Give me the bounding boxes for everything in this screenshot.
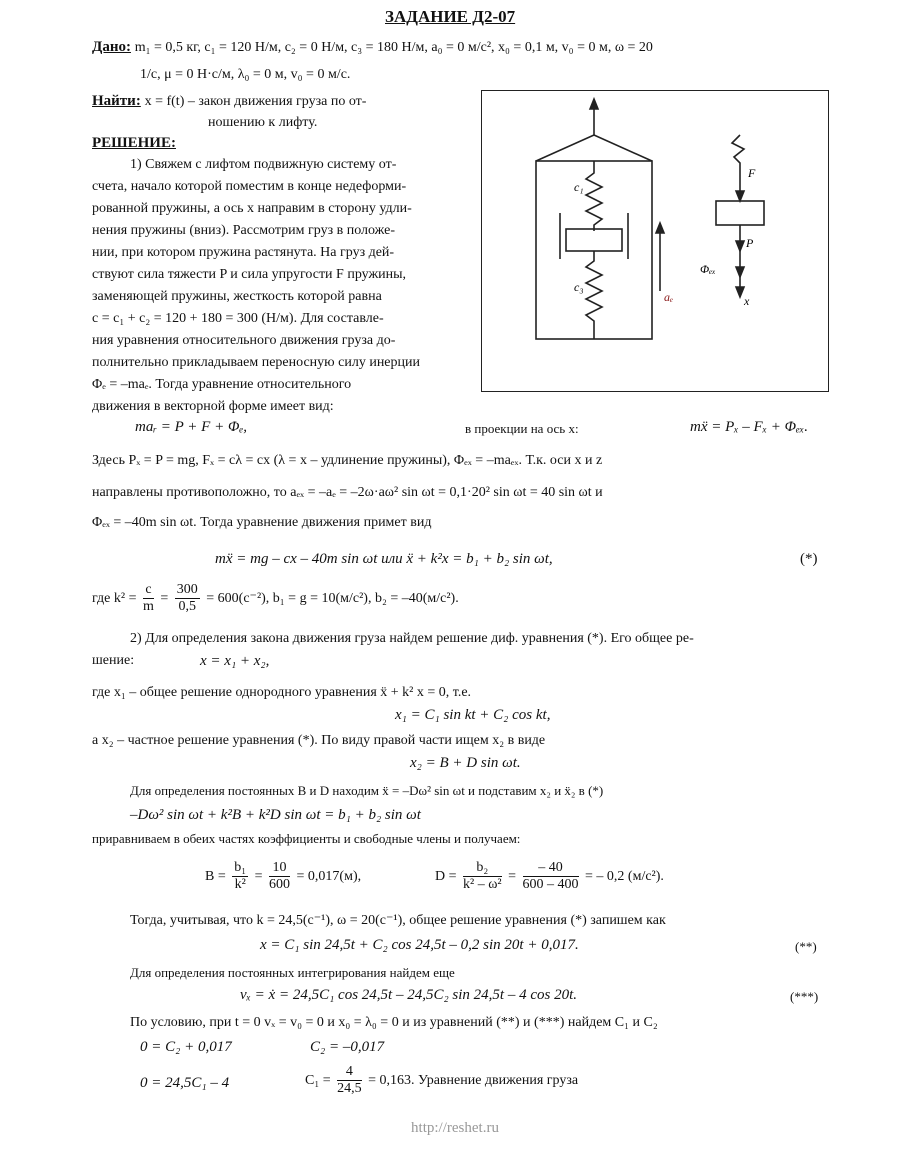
c1-lhs: C₁ =: [305, 1073, 331, 1088]
where-line: [92, 582, 459, 616]
fbd-spring: [732, 135, 744, 199]
D-frac-2: [523, 860, 579, 893]
given-values-2: 1/с, μ = 0 Н·с/м, λ₀ = 0 м, v₀ = 0 м/с.: [140, 67, 351, 82]
label-P: P: [746, 236, 754, 250]
solution-p4: где x₁ – общее решение однородного уравнения ẍ + k² x = 0, т.е.: [92, 685, 472, 700]
B-frac-1: [232, 860, 248, 893]
D-equation: [435, 860, 664, 894]
find-text-1: x = f(t) – закон движения груза по от-: [144, 94, 367, 109]
D-lhs: D =: [435, 869, 457, 884]
lower-spring: [586, 251, 602, 339]
upper-spring: [586, 161, 602, 231]
solution-p1-line-3: рованной пружины, а ось x направим в сторону удли-: [92, 201, 412, 216]
D-frac-1-num: b₂: [463, 860, 502, 877]
page-title: ЗАДАНИЕ Д2-07: [385, 7, 516, 26]
B-eq: =: [254, 869, 263, 884]
solution-p11: По условию, при t = 0 vₓ = v₀ = 0 и x₀ = λ₀ = 0 и из уравнений (**) и (***) найдем C₁ и C₂: [130, 1015, 658, 1030]
label-F: F: [748, 166, 756, 180]
c2-left: 0 = C₂ + 0,017: [140, 1039, 232, 1055]
label-x: x: [744, 294, 750, 308]
eq-x2: x₂ = B + D sin ωt.: [410, 755, 521, 771]
eq-proj-label: в проекции на ось x:: [465, 421, 579, 436]
fbd-Phi-arrow: [736, 267, 744, 277]
where-frac-2: [175, 582, 200, 615]
figure-drawing: [482, 91, 828, 391]
solution-p5: а x₂ – частное решение уравнения (*). По виду правой части ищем x₂ в виде: [92, 733, 546, 748]
solution-p1-line-10: полнительно прикладываем переносную силу инерции: [92, 355, 420, 370]
given-values-1: m₁ = 0,5 кг, c₁ = 120 Н/м, c₂ = 0 Н/м, c₃ = 180 Н/м, a₀ = 0 м/с², x₀ = 0,1 м, v₀ = 0 м, ω = 20: [134, 40, 653, 55]
eq-motion: mẍ = mg – cx – 40m sin ωt или ẍ + k²x = b₁ + b₂ sin ωt,: [215, 551, 553, 567]
where-rest: = 600(с⁻²), b₁ = g = 10(м/с²), b₂ = –40(м/с²).: [206, 591, 459, 606]
fbd-P-arrow: [736, 241, 744, 251]
D-result: = – 0,2 (м/с²).: [585, 869, 664, 884]
c1-left: 0 = 24,5C₁ – 4: [140, 1075, 230, 1091]
eq-x1: x₁ = C₁ sin kt + C₂ cos kt,: [395, 707, 551, 723]
elevator-roof: [536, 135, 652, 161]
where-frac-1-num: c: [143, 582, 154, 599]
B-frac-2-num: 10: [269, 860, 290, 877]
c1-frac-den: 24,5: [337, 1081, 362, 1097]
fbd-block: [716, 201, 764, 225]
eq-p7: –Dω² sin ωt + k²B + k²D sin ωt = b₁ + b₂ sin ωt: [130, 807, 421, 823]
given-line-1: [92, 38, 653, 57]
D-frac-2-den: 600 – 400: [522, 877, 579, 893]
solution-p9: Тогда, учитывая, что k = 24,5(с⁻¹), ω = 20(с⁻¹), общее решение уравнения (*) запишем как: [130, 913, 666, 928]
label-Phi: Φₑₓ: [700, 262, 716, 276]
c2-right: C₂ = –0,017: [310, 1039, 385, 1055]
solution-p1-line-4: нения пружины (вниз). Рассмотрим груз в положе-: [92, 223, 396, 238]
B-result: = 0,017(м),: [296, 869, 362, 884]
eq-general: x = x₁ + x₂,: [200, 653, 270, 669]
B-lhs: B =: [205, 869, 226, 884]
elevator-cabin: [536, 161, 652, 339]
D-frac-1-den: k² – ω²: [463, 877, 502, 893]
where-frac-2-num: 300: [176, 582, 198, 598]
fbd-x-arrow: [736, 287, 744, 297]
fbd-F-arrow: [736, 191, 744, 201]
solution-p1-line-7: заменяющей пружины, жесткость которой равна: [92, 289, 382, 304]
D-eq: =: [508, 869, 517, 884]
where-frac-2-den: 0,5: [178, 599, 197, 615]
solution-p6: Для определения постоянных B и D находим ẍ = –Dω² sin ωt и подставим x₂ и ẍ₂ в (*): [130, 783, 604, 798]
solution-p1-line-6: ствуют сила тяжести P и сила упругости F пружины,: [92, 267, 407, 282]
B-frac-1-num: b₁: [234, 860, 247, 876]
footer-url[interactable]: http://reshet.ru: [411, 1120, 499, 1136]
solution-p3-line-2: шение:: [92, 653, 135, 668]
solution-p1-line-2: счета, начало которой поместим в конце недеформи-: [92, 179, 407, 194]
solution-p2-line-2: направлены противоположно, то aₑₓ = –aₑ = –2ω·aω² sin ωt = 0,1·20² sin ωt = 40 sin ωt и: [92, 485, 603, 500]
solution-p8: приравниваем в обеих частях коэффициенты и свободные члены и получаем:: [92, 831, 521, 846]
solution-p2-line-1: Здесь Pₓ = P = mg, Fₓ = cλ = cx (λ = x – удлинение пружины), Φₑₓ = –maₑₓ. Т.к. оси x и z: [92, 453, 603, 468]
B-frac-1-den: k²: [234, 877, 246, 893]
D-frac-1: [463, 860, 502, 893]
eq-vector: maᵣ = P + F + Φₑ,: [135, 419, 248, 435]
solution-p1-line-11: Φₑ = –maₑ. Тогда уравнение относительного: [92, 377, 352, 392]
solution-p1-line-9: ния уравнения относительного движения груза до-: [92, 333, 396, 348]
c1-equation: [305, 1064, 578, 1098]
cable-arrow: [590, 99, 598, 109]
where-frac-1-den: m: [142, 599, 154, 615]
given-label: Дано:: [92, 39, 131, 55]
B-frac-2-den: 600: [269, 877, 291, 893]
B-frac-2: [269, 860, 290, 893]
eq-proj: mẍ = Pₓ – Fₓ + Φₑₓ.: [690, 419, 808, 435]
solution-p3-line-1: 2) Для определения закона движения груза найдем решение диф. уравнения (*). Его общее ре-: [130, 631, 694, 646]
solution-p10: Для определения постоянных интегрирования найдем еще: [130, 965, 455, 980]
find-line-1: [92, 92, 366, 111]
label-c3: c₃: [574, 280, 584, 294]
solution-label: РЕШЕНИЕ:: [92, 135, 176, 151]
mechanism-figure: [481, 90, 829, 392]
c1-result: = 0,163. Уравнение движения груза: [368, 1073, 579, 1088]
solution-p1-line-8: c = c₁ + c₂ = 120 + 180 = 300 (Н/м). Для составле-: [92, 311, 384, 326]
eq-motion-tag: (*): [800, 551, 818, 567]
c1-frac: [337, 1064, 362, 1097]
solution-p1-line-1: 1) Свяжем с лифтом подвижную систему от-: [130, 157, 397, 172]
load-block: [566, 229, 622, 251]
B-equation: [205, 860, 361, 894]
solution-p1-line-12: движения в векторной форме имеет вид:: [92, 399, 334, 414]
accel-arrow-head: [656, 223, 664, 233]
label-c1: c₁: [574, 180, 584, 194]
eq-vx-tag: (***): [790, 989, 819, 1004]
label-ae: aₑ: [664, 290, 674, 304]
c1-frac-num: 4: [337, 1064, 362, 1081]
solution-p1-line-5: нии, при котором пружина растянута. На груз дей-: [92, 245, 395, 260]
find-text-2: ношению к лифту.: [208, 115, 318, 130]
D-frac-2-num: – 40: [523, 860, 579, 877]
eq-xt: x = C₁ sin 24,5t + C₂ cos 24,5t – 0,2 sin 20t + 0,017.: [260, 937, 579, 953]
where-frac-1: [143, 582, 154, 615]
eq-vx: vₓ = ẋ = 24,5C₁ cos 24,5t – 24,5C₂ sin 24,5t – 4 cos 20t.: [240, 987, 578, 1003]
solution-p2-line-3: Φₑₓ = –40m sin ωt. Тогда уравнение движения примет вид: [92, 515, 432, 530]
find-label: Найти:: [92, 93, 141, 109]
where-prefix: где k² =: [92, 591, 137, 606]
eq-xt-tag: (**): [795, 939, 817, 954]
where-eq: =: [160, 591, 169, 606]
